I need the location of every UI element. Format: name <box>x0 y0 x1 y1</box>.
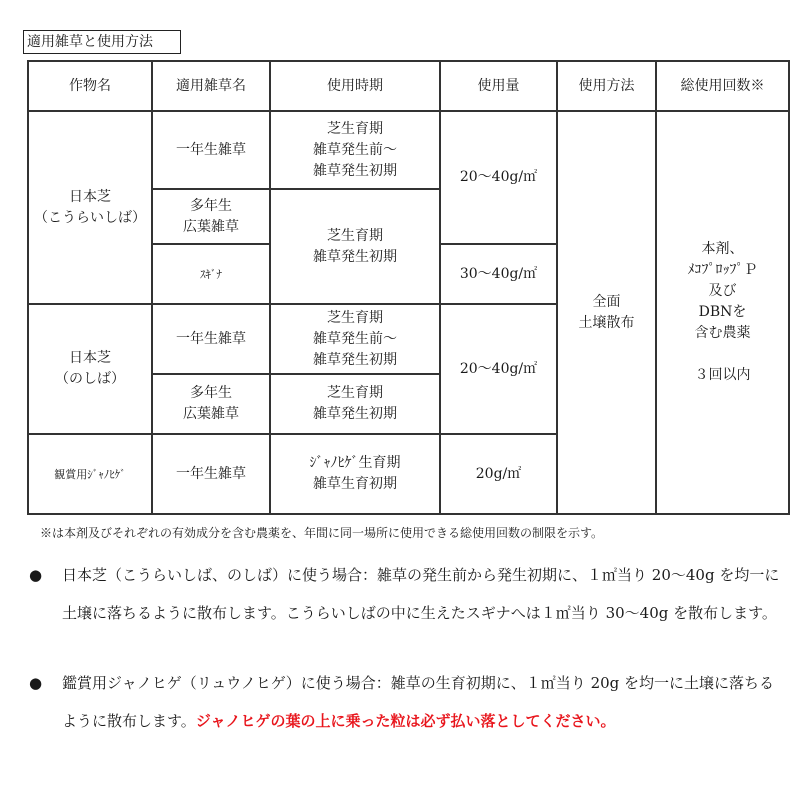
usage-text: 日本芝（こうらいしば、のしば）に使う場合：雑草の発生前から発生初期に、１㎡当り 20～40g を均一に土壌に落ちるように散布します。こうらいしばの中に生えたスギナへは１㎡当り 30～40g を散布します。 <box>62 566 780 622</box>
amount-cell: 30～40g/㎡ <box>440 244 557 304</box>
weed-cell: 一年生雑草 <box>152 434 270 514</box>
footnote: ※は本剤及びそれぞれの有効成分を含む農薬を、年間に同一場所に使用できる総使用回数の制限を示す。 <box>40 526 604 540</box>
header-amount: 使用量 <box>440 61 557 111</box>
timing-cell: 芝生育期 雑草発生前～ 雑草発生初期 <box>270 111 440 189</box>
timing-cell: 芝生育期 雑草発生初期 <box>270 189 440 304</box>
usage-paragraph <box>29 556 789 632</box>
weed-cell: ｽｷﾞﾅ <box>152 244 270 304</box>
weed-cell: 多年生 広葉雑草 <box>152 374 270 434</box>
header-method: 使用方法 <box>557 61 656 111</box>
bullet-icon: ● <box>29 566 43 584</box>
amount-cell: 20g/㎡ <box>440 434 557 514</box>
timing-cell: ｼﾞｬﾉﾋｹﾞ生育期 雑草生育初期 <box>270 434 440 514</box>
count-cell: 本剤、 ﾒｺﾌﾟﾛｯﾌﾟＰ 及び DBNを 含む農薬 ３回以内 <box>656 111 789 514</box>
warning-text: ジャノヒゲの葉の上に乗った粒は必ず払い落としてください。 <box>195 712 616 730</box>
bullet-icon: ● <box>29 674 43 692</box>
usage-paragraph <box>29 664 789 740</box>
section-title: 適用雑草と使用方法 <box>23 30 181 54</box>
weed-cell: 一年生雑草 <box>152 304 270 374</box>
amount-cell: 20～40g/㎡ <box>440 304 557 434</box>
application-table <box>27 60 790 515</box>
header-count: 総使用回数※ <box>656 61 789 111</box>
header-weed: 適用雑草名 <box>152 61 270 111</box>
method-cell: 全面 土壌散布 <box>557 111 656 514</box>
header-timing: 使用時期 <box>270 61 440 111</box>
header-crop: 作物名 <box>28 61 152 111</box>
crop-noshiba: 日本芝 （のしば） <box>28 304 152 434</box>
table-row <box>28 111 789 189</box>
crop-korai: 日本芝 （こうらいしば） <box>28 111 152 304</box>
usage-text: 鑑賞用ジャノヒゲ（リュウノヒゲ）に使う場合：雑草の生育初期に、１㎡当り 20g を均一に土壌に落ちるように散布します。 <box>62 674 775 730</box>
weed-cell: 多年生 広葉雑草 <box>152 189 270 244</box>
amount-cell: 20～40g/㎡ <box>440 111 557 244</box>
weed-cell: 一年生雑草 <box>152 111 270 189</box>
table-header-row <box>28 61 789 111</box>
timing-cell: 芝生育期 雑草発生初期 <box>270 374 440 434</box>
crop-janohige: 観賞用ｼﾞｬﾉﾋｹﾞ <box>28 434 152 514</box>
timing-cell: 芝生育期 雑草発生前～ 雑草発生初期 <box>270 304 440 374</box>
